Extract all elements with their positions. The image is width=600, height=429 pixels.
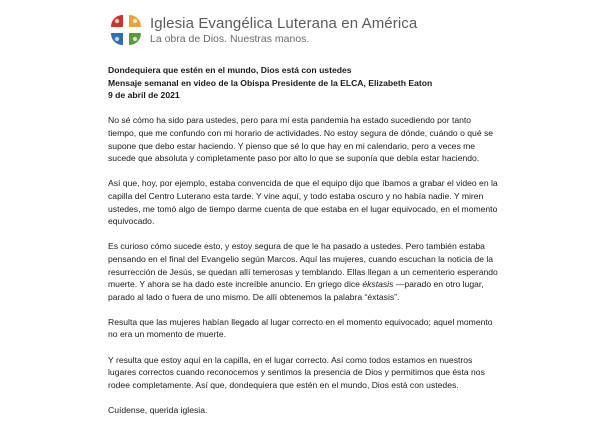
brand-name: Iglesia Evangélica Luterana en América xyxy=(150,14,418,32)
document-subtitle: Mensaje semanal en video de la Obispa Presidente de la ELCA, Elizabeth Eaton xyxy=(108,77,433,88)
greek-term: ékstasis xyxy=(362,279,394,290)
paragraph-2: Así que, hoy, por ejemplo, estaba convencida de que el equipo dijo que íbamos a grabar el video en la capilla del Centro Luterano esta tarde. Y vine aquí, y todo estaba oscuro y no había nadie. Y miren ustedes, me tomó algo de tiempo darme cuenta de que estaba en el lugar equivocado, en el momento equivocado. xyxy=(108,178,498,227)
paragraph-1: No sé cómo ha sido para ustedes, pero para mí esta pandemia ha estado sucediendo por tanto tiempo, que me confundo con mi horario de actividades. No estoy segura de dónde, cuándo o qué se supone que debo estar haciendo. Y pienso que sé lo que hay en mi calendario, pero a veces me sucede que absoluta y completamente paso por alto lo que se suponía que debía estar haciendo. xyxy=(108,115,494,164)
paragraph-4: Resulta que las mujeres habían llegado al lugar correcto en el momento equivocado; aquel momento no era un momento de muerte. xyxy=(108,316,493,340)
closing-line: Cuídense, querida iglesia. xyxy=(108,405,208,416)
brand xyxy=(150,16,417,45)
document-date: 9 de abril de 2021 xyxy=(108,90,180,101)
document-body xyxy=(108,64,500,429)
paragraph-3-text-a: Es curioso cómo sucede esto, y estoy segura de que le ha pasado a ustedes. Pero también estaba pensando en el final del Evangelio según Marcos. Aquí las mujeres, cuando escuchan la noticia de la resurrección de Jesús, se quedan allí temerosas y temblando. Ellas llegan a un cementerio esperando muerte. Y ahora se ha dado este increíble anuncio. En griego dice xyxy=(108,241,498,290)
document-title: Dondequiera que estén en el mundo, Dios está con ustedes xyxy=(108,65,352,75)
paragraph-3 xyxy=(108,240,500,303)
header xyxy=(108,12,417,48)
paragraph-3-text-b: —parado en otro lugar, parado al lado o fuera de uno mismo. De allí obtenemos la palabra “éxtasis”. xyxy=(108,279,484,302)
paragraph-5: Y resulta que estoy aquí en la capilla, en el lugar correcto. Así como todos estamos en nuestros lugares correctos cuando reconocemos y sentimos la presencia de Dios y permitimos que ésta nos rodee completamente. Así que, dondequiera que estén en el mundo, Dios está con ustedes. xyxy=(108,354,485,390)
elca-cross-logo-icon xyxy=(108,12,144,48)
brand-tagline: La obra de Dios. Nuestras manos. xyxy=(150,32,310,45)
title-block xyxy=(108,64,500,102)
